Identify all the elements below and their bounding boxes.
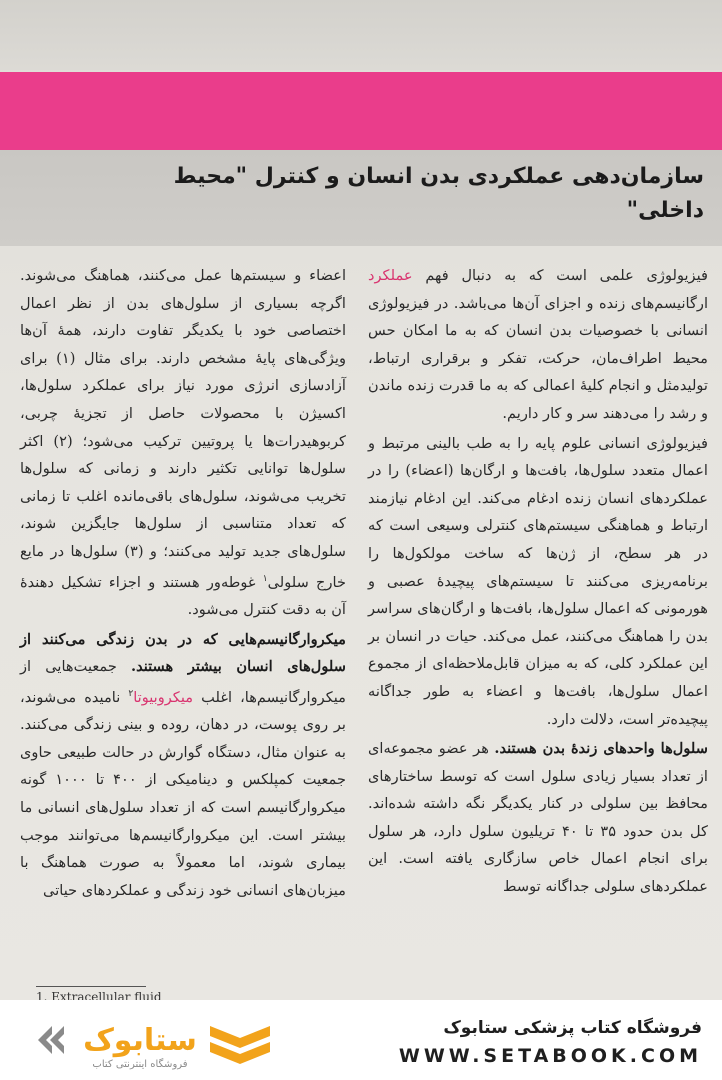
text-span: غوطه‌ور هستند و اجزاء تشکیل دهندهٔ آن به دقت کنترل می‌شود. — [20, 573, 346, 618]
section-title: سازمان‌دهی عملکردی بدن انسان و کنترل "محیط داخلی" — [173, 164, 704, 223]
right-column — [368, 262, 708, 903]
footnote: 1. Extracellular fluid — [36, 990, 162, 1000]
footnote-marker: ۲ — [128, 688, 134, 699]
logo-arrows-icon — [38, 1026, 64, 1054]
text-span: جمعیت‌هایی از میکروارگانیسم‌ها، اغلب — [20, 658, 346, 706]
logo-wordmark: ستابوک — [83, 1023, 197, 1058]
keyword-highlight: میکروبیوتا — [133, 688, 194, 706]
previous-page-bleed — [0, 0, 722, 70]
store-logo — [30, 1012, 280, 1072]
paragraph — [368, 735, 708, 901]
store-name: فروشگاه کتاب پزشکی ستابوک — [443, 1018, 702, 1038]
paragraph: فیزیولوژی انسانی علوم پایه را به طب بالینی مرتبط و اعمال متعدد سلول‌ها، بافت‌ها و ارگان‌ها (اعضاء) را در عملکردهای انسان زنده ادغام می‌کند. این ادغام نیازمند ارتباط و هماهنگی سیستم‌های کنترلی وسیعی است که در هر سطح، از ژن‌ها که ساخت مولکول‌ها را برنامه‌ریزی می‌کنند تا سیستم‌های پیچیدهٔ عصبی و هورمونی که اعمال سلول‌ها، بافت‌ها و ارگان‌های سراسر بدن را هماهنگ می‌کنند، عمل می‌کند. حیات در انسان بر این عملکرد کلی، که به میزان قابل‌ملاحظه‌ای از مجموع اعمال سلول‌ها، بافت‌ها و اعضاء به طور جداگانه پیچیده‌تر است، دلالت دارد. — [368, 434, 708, 728]
paragraph-heading: میکروارگانیسم‌هایی که در بدن زندگی می‌کنند از سلول‌های انسان بیشتر هستند. — [20, 630, 346, 676]
paragraph — [368, 262, 708, 428]
text-span: ارگانیسم‌های زنده و اجزای آن‌ها می‌باشد. در فیزیولوژی انسانی با خصوصیات بدن انسان که به ما امکان حس محیط اطراف‌مان، حرکت، تفکر و برقراری ارتباط، تولیدمثل و انجام کلیهٔ اعمالی که به ما قدرت زنده ماندن و رشد را می‌دهند سر و کار داریم. — [368, 294, 708, 422]
left-column — [20, 262, 346, 906]
logo-book-icon — [210, 1026, 270, 1064]
paragraph-heading: سلول‌ها واحدهای زندهٔ بدن هستند. — [494, 740, 708, 758]
text-span: نامیده می‌شوند، بر روی پوست، در دهان، روده و بینی زندگی می‌کنند. به عنوان مثال، دستگاه گوارش در حالت طبیعی حاوی جمعیت کمپلکس و دینامیکی از ۴۰۰ تا ۱۰۰۰ گونه میکروارگانیسم است که از تعداد سلول‌های انسانی ما بیشتر است. این میکروارگانیسم‌ها می‌توانند موجب بیماری شوند، اما معمولاً به صورت هماهنگ با میزبان‌های انسانی خود زندگی و عملکردهای حیاتی — [20, 688, 346, 899]
logo-icon — [30, 1012, 280, 1072]
footnote-marker: ۱ — [262, 573, 268, 584]
paragraph — [20, 262, 346, 624]
text-span: فیزیولوژی علمی است که به دنبال فهم — [412, 267, 708, 284]
chapter-color-band — [0, 72, 722, 158]
logo-tagline: فروشگاه اینترنتی کتاب — [92, 1059, 188, 1070]
keyword-highlight: عملکرد — [368, 267, 413, 284]
footnote-divider — [36, 986, 146, 987]
paragraph — [20, 626, 346, 905]
text-span: اعضاء و سیستم‌ها عمل می‌کنند، هماهنگ می‌شوند. اگرچه بسیاری از سلول‌های بدن از نظر اعمال اختصاصی خود با یکدیگر تفاوت دارند، همهٔ آن‌ها ویژگی‌های پایهٔ مشخص دارند. برای مثال (۱) برای آزادسازی انرژی مورد نیاز برای عملکرد سلول‌ها، اکسیژن با محصولات حاصل از تجزیهٔ چربی، کربوهیدرات‌ها یا پروتیین ترکیب می‌شود؛ (۲) اکثر سلول‌ها توانایی تکثیر دارند و زمانی که سلول‌ها تخریب می‌شوند، سلول‌های باقی‌مانده اغلب تا زمانی که تعداد متناسبی از سلول‌ها جایگزین شوند، سلول‌های جدید تولید می‌کنند؛ و (۳) سلول‌ها در مایع خارج سلولی — [20, 267, 347, 591]
text-span: هر عضو مجموعه‌ای از تعداد بسیار زیادی سلول است که توسط ساختارهای محافظ بین سلولی در کنار یکدیگر نگه داشته شده‌اند. کل بدن حدود ۳۵ تا ۴۰ تریلیون سلول دارد، هر سلول برای انجام اعمال خاص سازگاری یافته است. این عملکردهای سلولی جداگانه توسط — [368, 740, 708, 896]
store-footer — [0, 1000, 722, 1080]
store-url-link[interactable]: WWW.SETABOOK.COM — [398, 1045, 702, 1067]
